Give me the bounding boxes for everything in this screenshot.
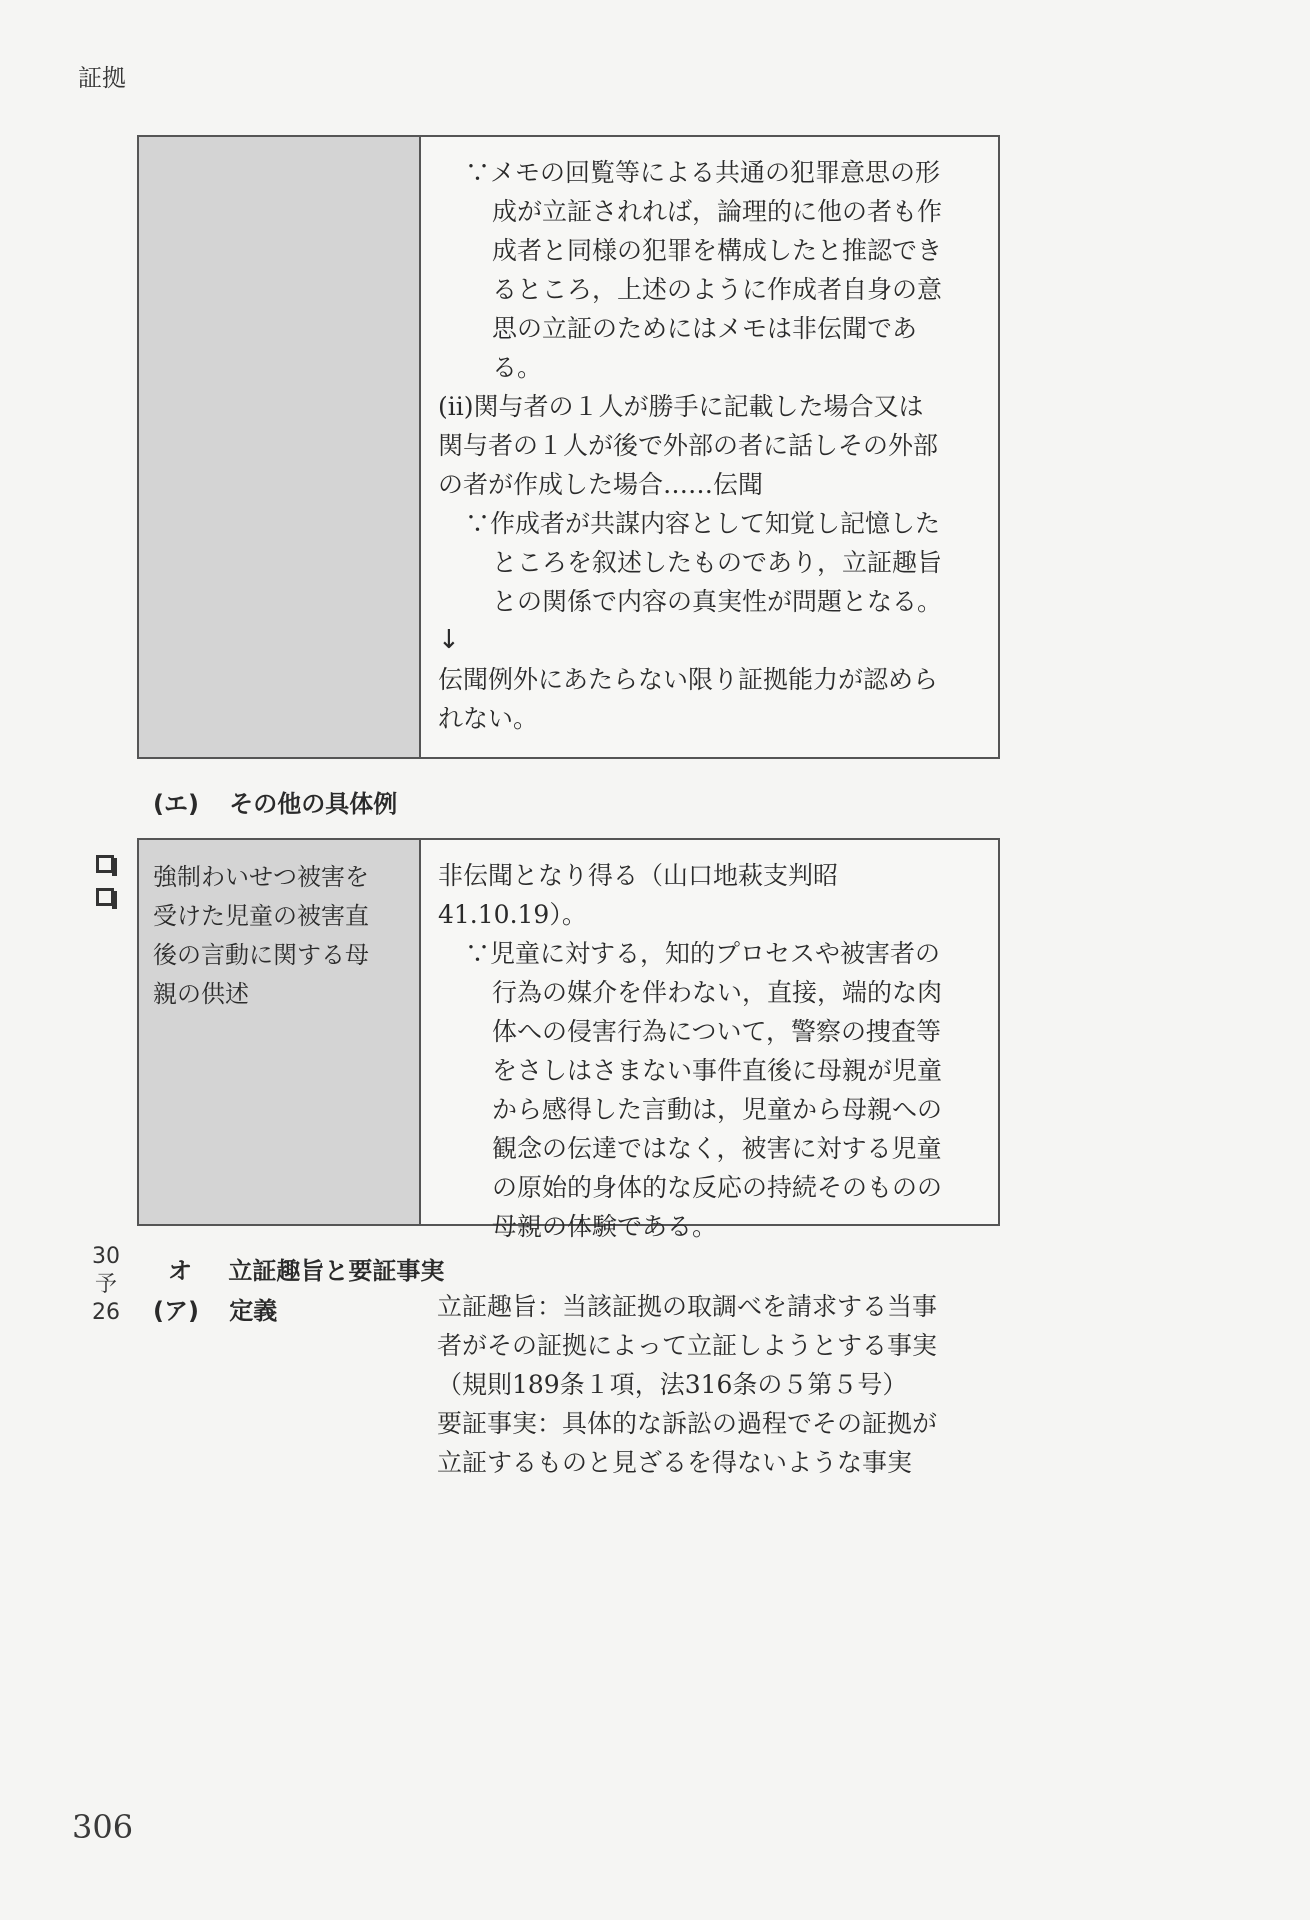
text-line: 非伝聞となり得る（山口地萩支判昭41.10.19）。 <box>438 861 839 929</box>
text-line: 強制わいせつ被害を <box>153 863 369 891</box>
text-line: 母親の体験である。 <box>492 1212 718 1241</box>
section-label: (ア) <box>153 1297 199 1325</box>
text-line: 者がその証拠によって立証しようとする事実 <box>437 1331 938 1360</box>
text-line: から感得した言動は，児童から母親への <box>492 1095 943 1124</box>
running-header: 証拠 <box>78 64 126 92</box>
margin-note-line: 予 <box>94 1272 117 1297</box>
table-left-cell <box>139 840 421 1224</box>
text-line: 成が立証されれば，論理的に他の者も作 <box>492 197 943 226</box>
definition-text <box>437 1287 1007 1482</box>
margin-note-line: 30 <box>92 1244 120 1269</box>
text-line: の原始的身体的な反応の持続そのものの <box>492 1173 943 1202</box>
text-line: 体への侵害行為について，警察の捜査等 <box>492 1017 942 1046</box>
text-line: の者が作成した場合……伝聞 <box>438 470 764 499</box>
down-arrow-icon: ↓ <box>438 625 460 655</box>
text-line: をさしはさまない事件直後に母親が児童 <box>492 1056 943 1085</box>
text-line: 観念の伝達ではなく，被害に対する児童 <box>492 1134 942 1163</box>
table-right-cell <box>421 840 998 1241</box>
text-line: 後の言動に関する母 <box>153 941 369 969</box>
margin-note-line: 26 <box>92 1300 120 1325</box>
text-line: ところを叙述したものであり，立証趣旨 <box>492 548 943 577</box>
text-line: 思の立証のためにはメモは非伝聞であ <box>492 314 918 343</box>
checkbox-1[interactable] <box>96 855 114 873</box>
table-example <box>137 838 1000 1241</box>
text-line: るところ，上述のように作成者自身の意 <box>492 275 943 304</box>
text-line: 立証趣旨：当該証拠の取調べを請求する当事 <box>437 1292 938 1321</box>
text-line: （規則189条１項，法316条の５第５号） <box>437 1370 908 1399</box>
table-continued <box>137 135 1000 759</box>
text-line: (ⅱ)関与者の１人が勝手に記載した場合又は <box>438 392 924 421</box>
text-line: 伝聞例外にあたらない限り証拠能力が認めら <box>438 665 939 694</box>
text-line: との関係で内容の真実性が問題となる。 <box>492 587 943 616</box>
text-line: 要証事実：具体的な訴訟の過程でその証拠が <box>437 1409 938 1438</box>
section-title: その他の具体例 <box>229 790 398 818</box>
text-line: ∵児童に対する，知的プロセスや被害者の <box>465 939 941 968</box>
text-line: 立証するものと見ざるを得ないような事実 <box>437 1448 913 1477</box>
section-label: オ <box>168 1257 192 1285</box>
text-line: 親の供述 <box>153 980 249 1008</box>
text-line: 行為の媒介を伴わない，直接，端的な肉 <box>492 978 943 1007</box>
table-right-cell <box>421 137 998 757</box>
checkbox-2[interactable] <box>96 888 114 906</box>
page-number: 306 <box>72 1808 134 1846</box>
section-title: 定義 <box>229 1297 278 1325</box>
text-line: 受けた児童の被害直 <box>153 902 369 930</box>
text-line: れない。 <box>438 704 539 733</box>
section-heading-a <box>153 1291 277 1326</box>
section-heading-o <box>168 1251 444 1286</box>
section-label: (エ) <box>153 790 199 818</box>
text-line: る。 <box>492 353 543 382</box>
text-line: ∵作成者が共謀内容として知覚し記憶した <box>465 509 941 538</box>
section-heading-e <box>153 784 397 819</box>
text-line: 関与者の１人が後で外部の者に話しその外部 <box>438 431 939 460</box>
margin-note <box>91 1243 121 1327</box>
text-line: ∵メモの回覧等による共通の犯罪意思の形 <box>465 158 941 187</box>
section-title: 立証趣旨と要証事実 <box>228 1257 445 1285</box>
table-left-cell <box>139 137 421 757</box>
text-line: 成者と同様の犯罪を構成したと推認でき <box>492 236 943 265</box>
